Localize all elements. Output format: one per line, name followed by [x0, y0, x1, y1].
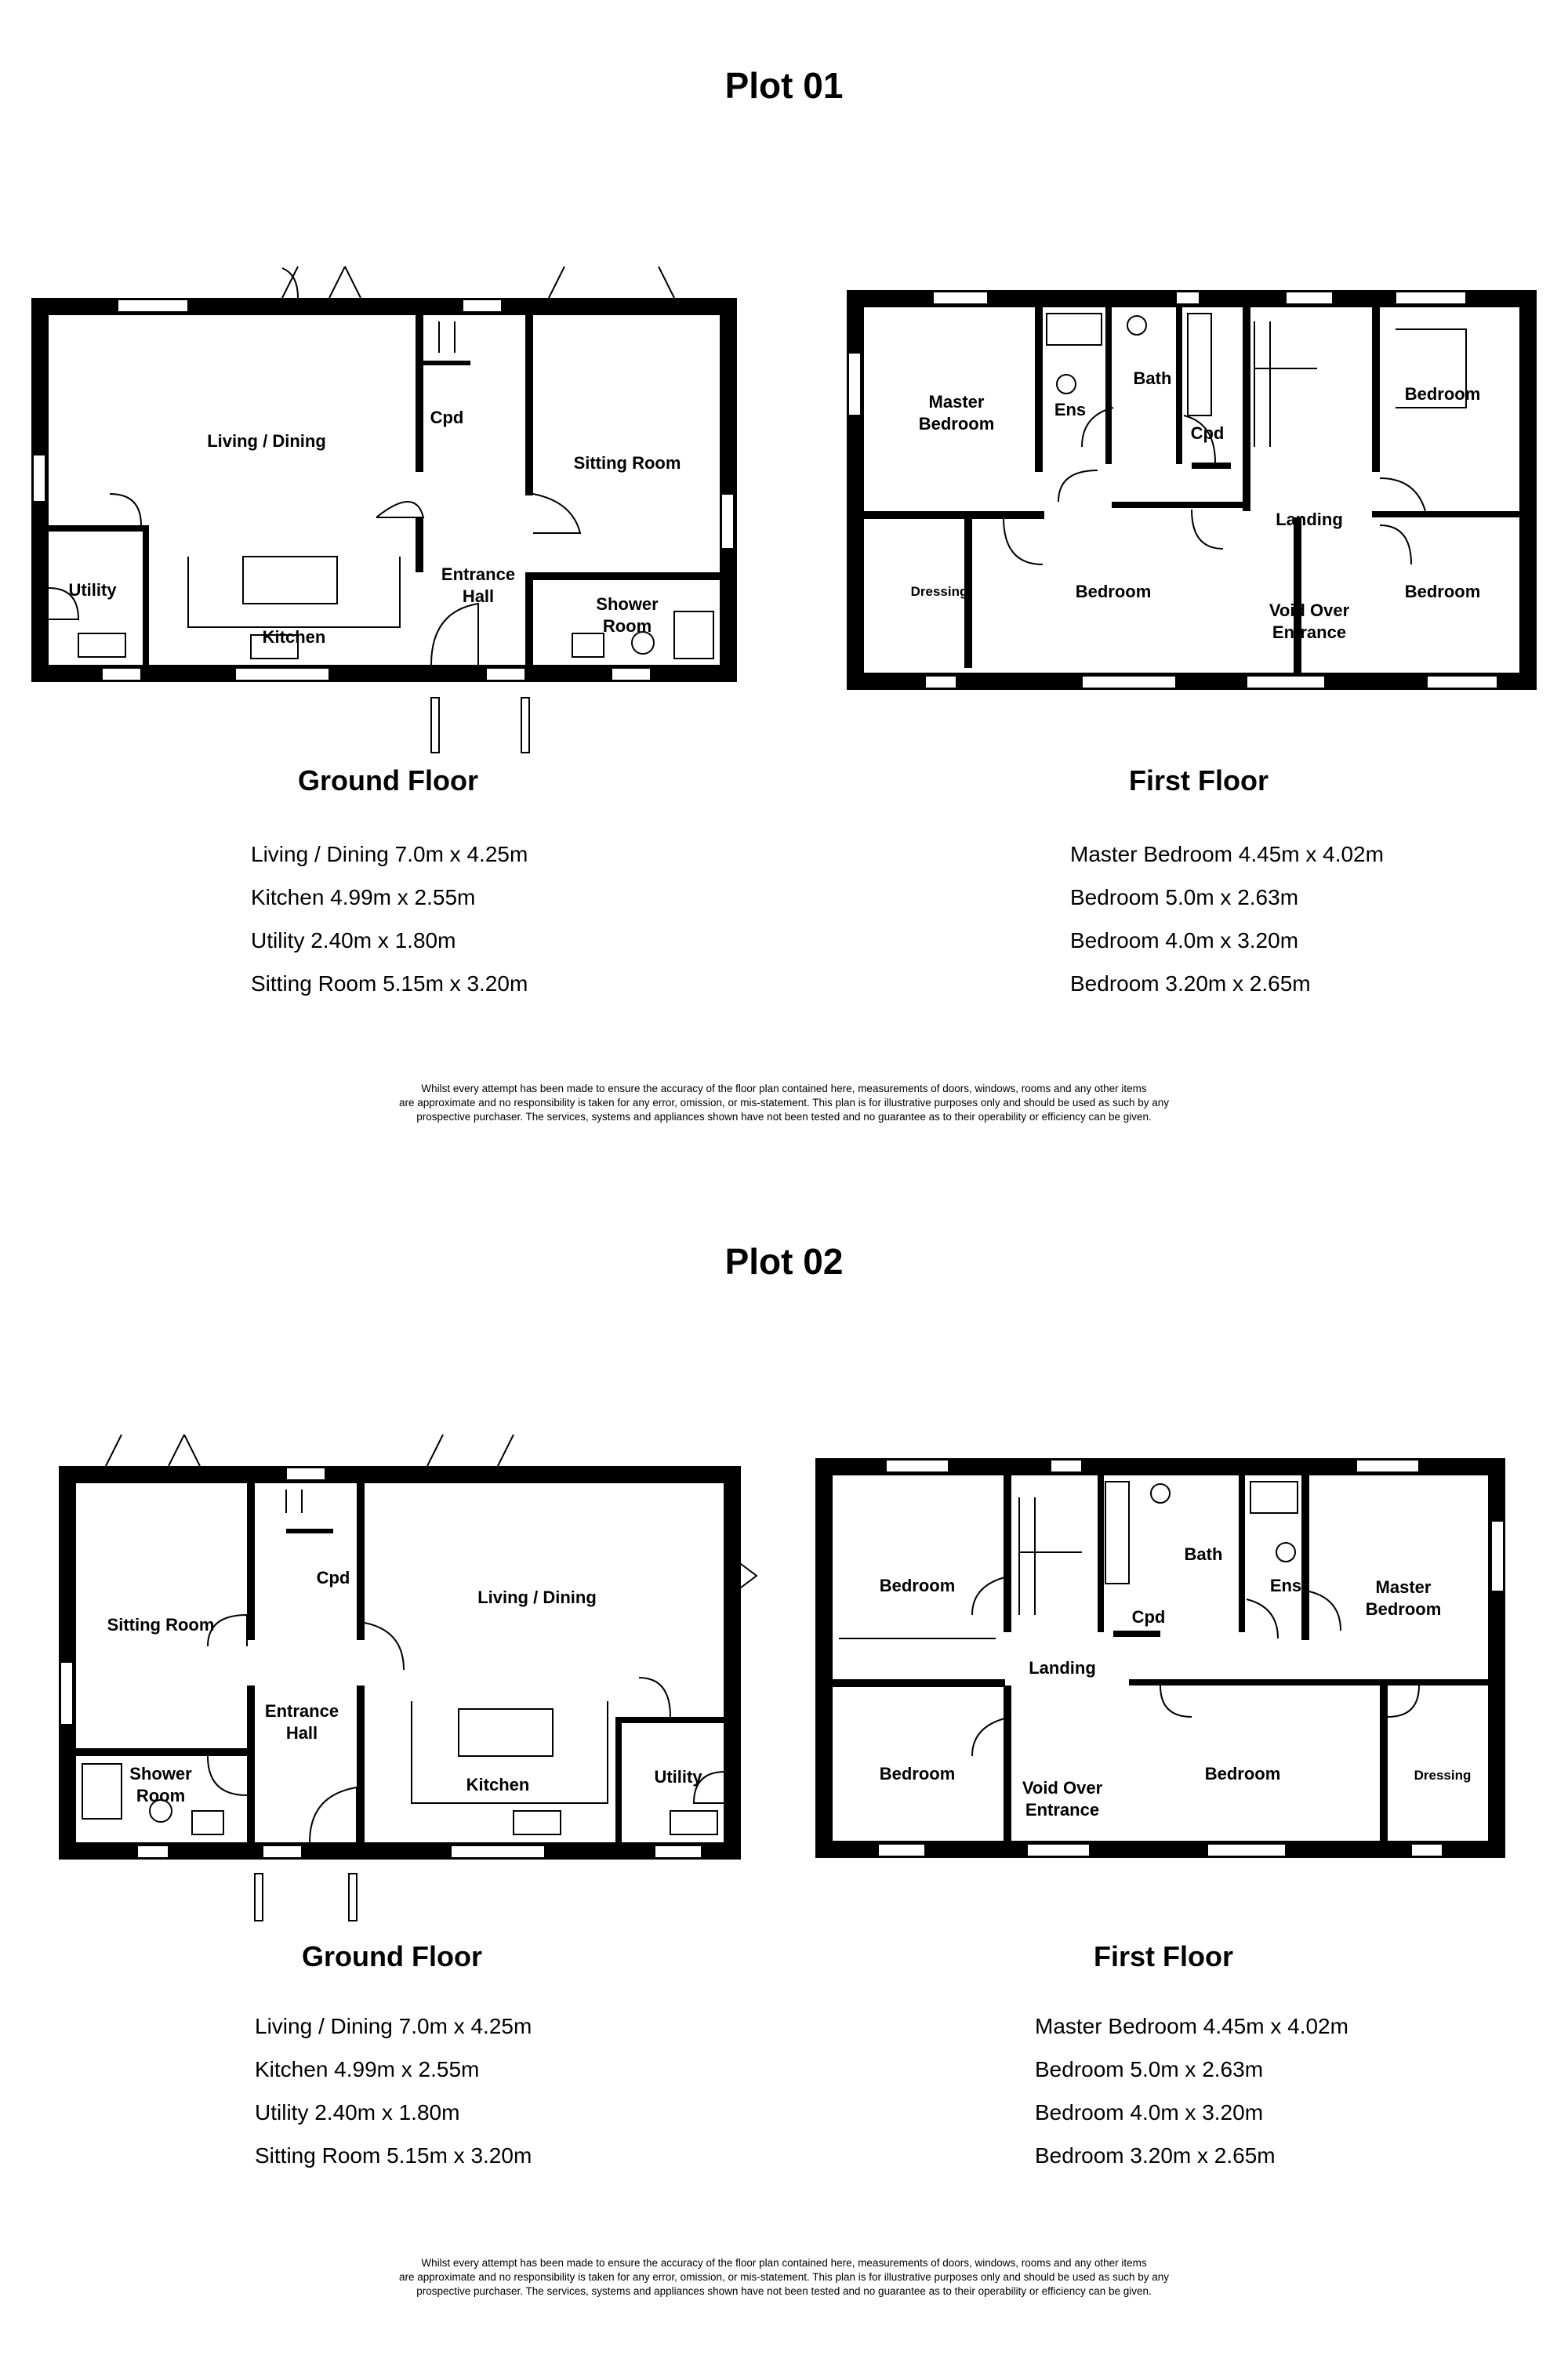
room-bath: Bath: [1184, 1544, 1223, 1564]
plot-02-ground-floor-plan: [59, 1442, 780, 1929]
dim-master-bedroom: Master Bedroom 4.45m x 4.02m: [1070, 842, 1384, 866]
room-cpd: Cpd: [316, 1568, 350, 1588]
room-void-entrance: Entrance: [1025, 1800, 1100, 1820]
disclaimer-line: prospective purchaser. The services, systems and appliances shown have not been tested and no guarantee as to their operability or efficiency can be given.: [416, 1111, 1152, 1123]
room-shower-room: Room: [136, 1786, 186, 1805]
dim-bedroom-1: Bedroom 5.0m x 2.63m: [1035, 2057, 1264, 2081]
dim-bedroom-2: Bedroom 4.0m x 3.20m: [1070, 928, 1299, 953]
dim-kitchen: Kitchen 4.99m x 2.55m: [251, 885, 476, 909]
dim-utility: Utility 2.40m x 1.80m: [255, 2100, 460, 2125]
plot-01-first-floor-title: First Floor: [1129, 764, 1269, 796]
first-floor-windows: [848, 292, 1497, 688]
plot-01-ground-dimensions: [251, 833, 528, 1005]
dim-kitchen: Kitchen 4.99m x 2.55m: [255, 2057, 480, 2081]
room-shower-room: Room: [602, 616, 652, 636]
room-bedroom-se: Bedroom: [1404, 582, 1481, 601]
room-entrance: Entrance: [441, 564, 516, 584]
dim-sitting-room: Sitting Room 5.15m x 3.20m: [255, 2143, 532, 2168]
dim-bedroom-1: Bedroom 5.0m x 2.63m: [1070, 885, 1299, 909]
plot-02-ground-floor-title: Ground Floor: [302, 1940, 482, 1972]
dim-utility: Utility 2.40m x 1.80m: [251, 928, 456, 953]
room-ensuite: Ens: [1269, 1576, 1302, 1595]
disclaimer-line: are approximate and no responsibility is taken for any error, omission, or mis-statement. This plan is for illustrative purposes only and should be used as such by any: [399, 2271, 1169, 2283]
plot-02-ground-dimensions: [255, 2005, 532, 2177]
room-bedroom-sw: Bedroom: [879, 1764, 956, 1783]
disclaimer-line: are approximate and no responsibility is taken for any error, omission, or mis-statement. This plan is for illustrative purposes only and should be used as such by any: [399, 1097, 1169, 1109]
dim-living-dining: Living / Dining 7.0m x 4.25m: [251, 842, 528, 866]
room-cpd: Cpd: [1131, 1607, 1166, 1627]
dim-living-dining: Living / Dining 7.0m x 4.25m: [255, 2014, 532, 2038]
plot-01-title: Plot 01: [724, 65, 844, 106]
room-sitting-room: Sitting Room: [573, 453, 681, 473]
dim-sitting-room: Sitting Room 5.15m x 3.20m: [251, 971, 528, 996]
plot-01-ground-floor-title: Ground Floor: [298, 764, 478, 796]
room-shower: Shower: [596, 594, 659, 614]
first-floor-windows: [878, 1460, 1504, 1856]
plot-01-disclaimer: [235, 1082, 1333, 1124]
room-dressing: Dressing: [910, 584, 968, 599]
room-landing: Landing: [1276, 510, 1343, 529]
room-master-bedroom: Bedroom: [918, 414, 995, 434]
disclaimer-line: Whilst every attempt has been made to ensure the accuracy of the floor plan contained here, measurements of doors, windows, rooms and any other items: [421, 1083, 1147, 1094]
room-entrance: Entrance: [264, 1701, 339, 1721]
room-utility: Utility: [654, 1767, 702, 1787]
plot-02-first-dimensions: [1035, 2005, 1348, 2177]
room-dressing: Dressing: [1414, 1768, 1472, 1783]
room-void-entrance: Entrance: [1272, 622, 1347, 642]
room-kitchen: Kitchen: [466, 1775, 530, 1794]
room-landing: Landing: [1029, 1658, 1096, 1678]
plot-02-title: Plot 02: [724, 1241, 844, 1282]
first-floor-walls: [815, 1458, 1505, 1858]
room-bedroom-s: Bedroom: [1204, 1764, 1281, 1783]
plot-01-first-dimensions: [1070, 833, 1384, 1005]
dim-bedroom-3: Bedroom 3.20m x 2.65m: [1070, 971, 1311, 996]
disclaimer-line: Whilst every attempt has been made to ensure the accuracy of the floor plan contained here, measurements of doors, windows, rooms and any other items: [421, 2257, 1147, 2269]
ground-floor-labels: [68, 408, 681, 647]
room-shower: Shower: [129, 1764, 192, 1783]
room-cpd: Cpd: [430, 408, 464, 427]
room-master: Master: [928, 392, 985, 412]
room-void-over: Void Over: [1269, 601, 1350, 620]
plot-01-first-floor-plan: [847, 290, 1552, 698]
room-void-over: Void Over: [1022, 1778, 1103, 1798]
room-master: Master: [1375, 1577, 1432, 1597]
room-bath: Bath: [1133, 368, 1172, 388]
room-master-bedroom: Bedroom: [1365, 1599, 1442, 1619]
room-bedroom-nw: Bedroom: [879, 1576, 956, 1595]
room-utility: Utility: [68, 580, 117, 600]
room-hall: Hall: [462, 586, 495, 606]
room-kitchen: Kitchen: [262, 627, 326, 647]
room-living-dining: Living / Dining: [207, 431, 326, 451]
room-bedroom-s: Bedroom: [1075, 582, 1152, 601]
dim-master-bedroom: Master Bedroom 4.45m x 4.02m: [1035, 2014, 1348, 2038]
ground-floor-labels: [107, 1568, 703, 1805]
first-floor-doors: [1004, 321, 1466, 564]
dim-bedroom-3: Bedroom 3.20m x 2.65m: [1035, 2143, 1276, 2168]
first-floor-fixtures: [1105, 1482, 1298, 1584]
disclaimer-line: prospective purchaser. The services, systems and appliances shown have not been tested and no guarantee as to their operability or efficiency can be given.: [416, 2285, 1152, 2297]
room-living-dining: Living / Dining: [477, 1588, 597, 1607]
plot-01-ground-floor-plan: [31, 259, 753, 768]
plot-02-first-floor-plan: [815, 1458, 1537, 1866]
room-sitting-room: Sitting Room: [107, 1615, 215, 1635]
room-bedroom-ne: Bedroom: [1404, 384, 1481, 404]
plot-02-disclaimer: [235, 2256, 1333, 2299]
plot-02-first-floor-title: First Floor: [1094, 1940, 1233, 1972]
dim-bedroom-2: Bedroom 4.0m x 3.20m: [1035, 2100, 1264, 2125]
room-hall: Hall: [285, 1723, 318, 1743]
room-cpd: Cpd: [1190, 423, 1225, 443]
room-ensuite: Ens: [1054, 400, 1087, 419]
